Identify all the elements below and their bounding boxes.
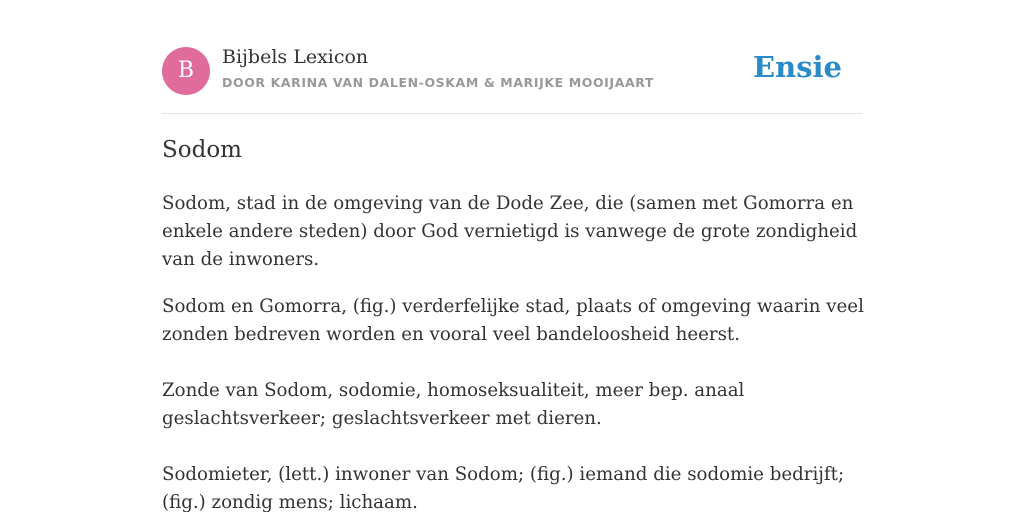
entry-paragraph-3: Zonde van Sodom, sodomie, homoseksualiteit, meer bep. anaal geslachtsverkeer; geslachtsverkeer met dieren. (162, 380, 745, 429)
book-avatar[interactable]: B (162, 47, 210, 95)
book-title-link[interactable]: Bijbels Lexicon (222, 46, 369, 68)
page-header (162, 0, 862, 114)
page-container (162, 0, 864, 512)
entry-paragraph-4: Sodomieter, (lett.) inwoner van Sodom; (fig.) iemand die sodomie bedrijft; (fig.) zondig mens; lichaam. (162, 464, 845, 512)
entry-title: Sodom (162, 137, 242, 163)
entry-paragraph-2: Sodom en Gomorra, (fig.) verderfelijke stad, plaats of omgeving waarin veel zonden bedreven worden en vooral veel bandeloosheid heerst. (162, 296, 864, 345)
entry-paragraph-1: Sodom, stad in de omgeving van de Dode Zee, die (samen met Gomorra en enkele andere steden) door God vernietigd is vanwege de grote zondigheid van de inwoners. (162, 193, 858, 270)
book-authors: DOOR KARINA VAN DALEN-OSKAM & MARIJKE MOOIJAART (222, 75, 655, 90)
ensie-logo[interactable]: Ensie (753, 50, 842, 84)
